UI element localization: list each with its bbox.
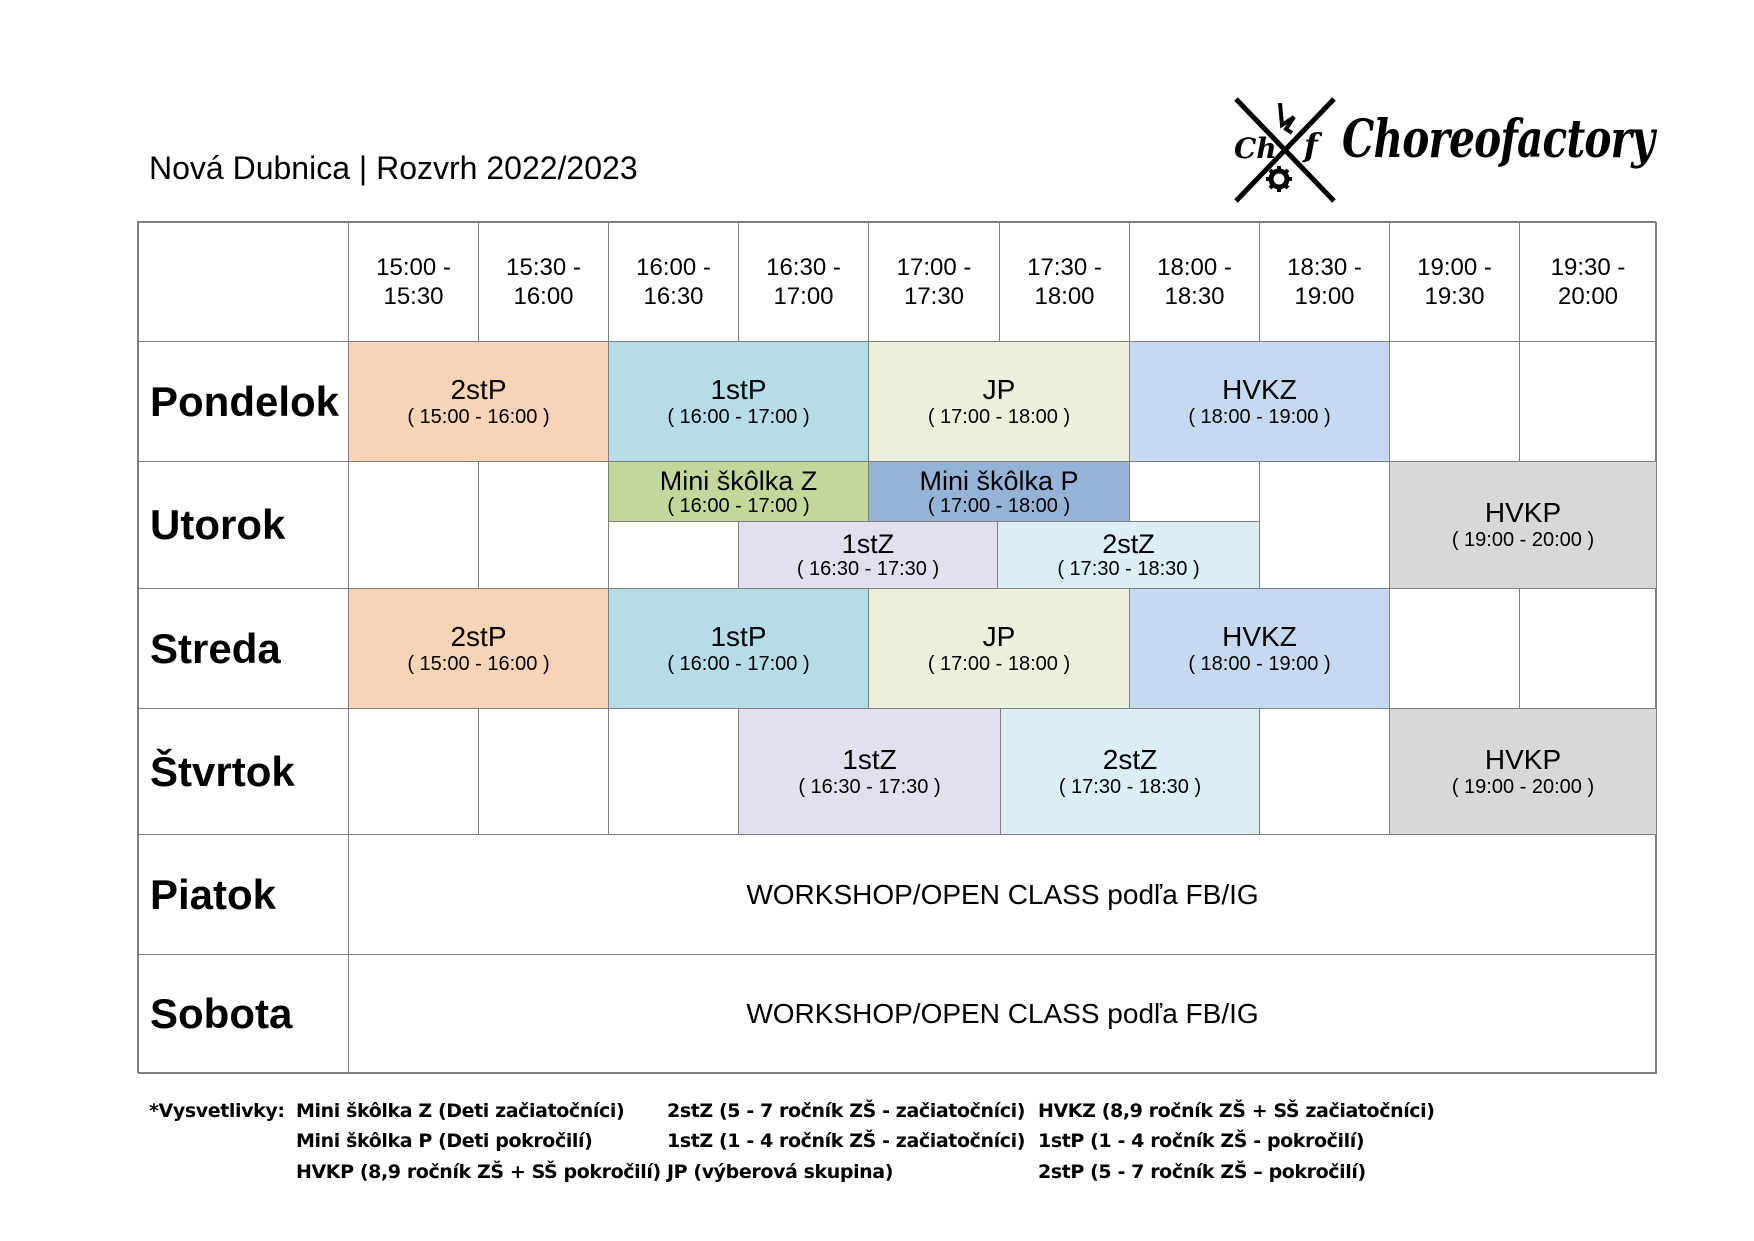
class-name: HVKZ (1222, 620, 1297, 652)
class-block[interactable] (1389, 708, 1657, 835)
class-name: Mini škôlka P (919, 465, 1079, 496)
class-block[interactable] (1129, 588, 1390, 709)
class-time: ( 18:00 - 19:00 ) (1188, 405, 1331, 428)
class-block[interactable] (1389, 461, 1657, 589)
day-label: Štvrtok (138, 708, 349, 835)
time-header: 16:30 - 17:00 (738, 222, 869, 342)
class-time: ( 16:00 - 17:00 ) (667, 405, 810, 428)
class-name: 1stZ (841, 529, 895, 559)
empty-cell (478, 708, 609, 835)
svg-text:f: f (1304, 126, 1318, 164)
day-label: Sobota (138, 954, 349, 1074)
legend-item: JP (výberová skupina) (667, 1161, 894, 1183)
choreofactory-logo (1230, 95, 1655, 205)
class-name: 2stZ (1102, 529, 1155, 559)
time-header: 17:00 - 17:30 (868, 222, 1000, 342)
class-name: HVKP (1484, 497, 1562, 528)
class-time: ( 16:00 - 17:00 ) (667, 494, 810, 517)
legend-item: 2stP (5 - 7 ročník ZŠ – pokročilí) (1038, 1161, 1366, 1183)
empty-cell (348, 461, 479, 589)
empty-cell (1519, 341, 1657, 462)
class-name: Mini škôlka Z (659, 465, 818, 496)
workshop-cell: WORKSHOP/OPEN CLASS podľa FB/IG (348, 834, 1657, 955)
time-header: 18:30 - 19:00 (1259, 222, 1390, 342)
class-time: ( 18:00 - 19:00 ) (1188, 652, 1331, 675)
class-block[interactable] (608, 341, 869, 462)
class-block[interactable] (348, 341, 609, 462)
class-name: JP (982, 620, 1016, 652)
class-block[interactable] (868, 588, 1130, 709)
class-time: ( 19:00 - 20:00 ) (1451, 529, 1595, 551)
class-block[interactable] (1000, 708, 1260, 835)
class-time: ( 17:00 - 18:00 ) (927, 405, 1071, 428)
logo-wordmark: Choreofactory (1342, 109, 1655, 170)
legend-label: *Vysvetlivky: (149, 1100, 285, 1122)
class-time: ( 17:00 - 18:00 ) (927, 652, 1071, 675)
time-header: 17:30 - 18:00 (999, 222, 1130, 342)
page-title: Nová Dubnica | Rozvrh 2022/2023 (149, 150, 638, 186)
class-block[interactable] (608, 588, 869, 709)
class-name: 2stP (450, 373, 507, 405)
day-label: Utorok (138, 461, 349, 589)
class-block[interactable] (738, 521, 998, 589)
class-name: JP (982, 373, 1016, 405)
class-time: ( 15:00 - 16:00 ) (407, 652, 550, 675)
legend-item: HVKZ (8,9 ročník ZŠ + SŠ začiatočníci) (1038, 1100, 1435, 1122)
empty-cell (608, 708, 739, 835)
class-block[interactable] (608, 461, 869, 522)
legend-item: 2stZ (5 - 7 ročník ZŠ - začiatočníci) (667, 1100, 1025, 1122)
class-time: ( 16:30 - 17:30 ) (798, 775, 941, 798)
legend-item: 1stZ (1 - 4 ročník ZŠ - začiatočníci) (667, 1130, 1025, 1152)
empty-cell (1389, 588, 1520, 709)
schedule-table (137, 221, 1656, 1073)
legend-item: HVKP (8,9 ročník ZŠ + SŠ pokročilí) (296, 1161, 661, 1183)
class-time: ( 17:00 - 18:00 ) (927, 494, 1071, 517)
time-header: 15:00 - 15:30 (348, 222, 479, 342)
class-name: 1stP (710, 620, 767, 652)
class-time: ( 16:30 - 17:30 ) (796, 558, 940, 580)
class-time: ( 17:30 - 18:30 ) (1058, 775, 1202, 798)
class-time: ( 19:00 - 20:00 ) (1451, 775, 1595, 798)
class-time: ( 17:30 - 18:30 ) (1057, 558, 1200, 580)
time-header: 15:30 - 16:00 (478, 222, 609, 342)
legend-item: Mini škôlka Z (Deti začiatočníci) (296, 1100, 625, 1122)
class-name: 1stP (710, 373, 767, 405)
class-block[interactable] (1129, 341, 1390, 462)
header-corner (138, 222, 349, 342)
class-block[interactable] (738, 708, 1001, 835)
time-header: 16:00 - 16:30 (608, 222, 739, 342)
class-block[interactable] (348, 588, 609, 709)
class-name: 2stP (450, 620, 507, 652)
empty-cell (1259, 708, 1390, 835)
legend-item: 1stP (1 - 4 ročník ZŠ - pokročilí) (1038, 1130, 1365, 1152)
class-name: 2stZ (1102, 743, 1158, 775)
empty-cell (348, 708, 479, 835)
class-time: ( 16:00 - 17:00 ) (667, 652, 810, 675)
day-label: Pondelok (138, 341, 349, 462)
empty-cell (1519, 588, 1657, 709)
class-time: ( 15:00 - 16:00 ) (407, 405, 550, 428)
day-label: Streda (138, 588, 349, 709)
time-header: 19:00 - 19:30 (1389, 222, 1520, 342)
class-name: 1stZ (842, 743, 897, 775)
class-block[interactable] (868, 341, 1130, 462)
legend-item: Mini škôlka P (Deti pokročilí) (296, 1130, 593, 1152)
svg-text:Ch: Ch (1234, 132, 1277, 165)
empty-cell (608, 521, 739, 589)
empty-cell (1389, 341, 1520, 462)
class-block[interactable] (868, 461, 1130, 522)
time-header: 19:30 - 20:00 (1519, 222, 1657, 342)
logo-mark-icon (1230, 95, 1340, 205)
time-header: 18:00 - 18:30 (1129, 222, 1260, 342)
class-block[interactable] (997, 521, 1260, 589)
empty-cell (478, 461, 609, 589)
class-name: HVKZ (1222, 373, 1297, 405)
empty-cell (1129, 461, 1260, 522)
day-label: Piatok (138, 834, 349, 955)
class-name: HVKP (1484, 743, 1562, 775)
empty-cell (1259, 461, 1390, 589)
workshop-cell: WORKSHOP/OPEN CLASS podľa FB/IG (348, 954, 1657, 1074)
